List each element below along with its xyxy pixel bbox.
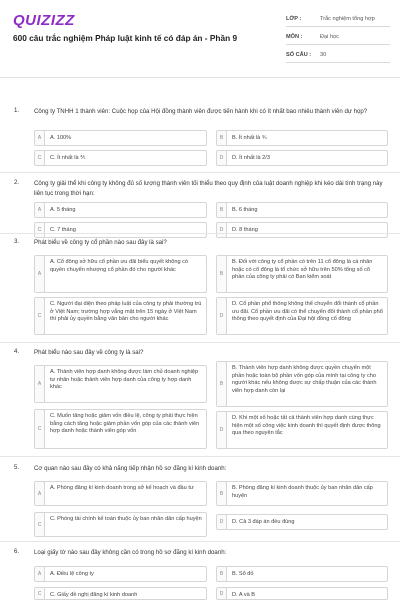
question-divider (0, 233, 400, 234)
question-text: Cơ quan nào sau đây có khả năng tiếp nhận hồ sơ đăng kí kinh doanh: (34, 465, 227, 472)
question-text: Loại giấy tờ nào sau đây không cần có trong hồ sơ đăng kí kinh doanh: (34, 549, 227, 556)
option-d[interactable] (216, 514, 388, 530)
option-letter: C (35, 513, 45, 536)
option-text: A. 100% (50, 135, 72, 141)
option-letter: A (35, 482, 45, 505)
option-text: C. 7 tháng (50, 227, 76, 233)
option-letter: B (217, 482, 227, 505)
option-letter: B (217, 131, 227, 145)
option-c[interactable] (34, 297, 207, 335)
meta-box (286, 11, 390, 63)
question-text: Phát biểu nào sau đây về công ty là sai? (34, 349, 144, 356)
option-letter: A (35, 203, 45, 217)
question-text: Công ty giải thể khi công ty không đủ số lượng thành viên tối thiểu theo quy định của luật doanh nghiệp khi kéo dài tình trạng này liên tục trong thời hạn: (34, 180, 383, 197)
option-b[interactable] (216, 202, 388, 218)
option-d[interactable] (216, 150, 388, 166)
option-a[interactable] (34, 130, 207, 146)
option-letter: A (35, 567, 45, 581)
option-a[interactable] (34, 481, 207, 506)
option-letter: C (35, 223, 45, 237)
meta-label: SỐ CÂU : (286, 51, 312, 58)
option-a[interactable] (34, 202, 207, 218)
option-c[interactable] (34, 409, 207, 449)
option-d[interactable] (216, 411, 388, 449)
option-letter: C (35, 151, 45, 165)
meta-label: MÔN : (286, 33, 303, 40)
quizizz-logo: QUIZIZZ (13, 12, 75, 29)
option-text: D. Cổ phần phổ thông không thể chuyển đổi thành cổ phần ưu đãi. Cổ phần ưu đãi có thể chuyển đổi thành cổ phần phổ thông theo quyết định của Đại hội đồng cổ đông (232, 301, 383, 323)
option-text: B. Thành viên hợp danh không được quyền chuyển một phần hoặc toàn bộ phần vốn góp của mình tại công ty cho người khác nếu không được sự chấp thuận của các thành viên hợp danh còn lại (232, 365, 377, 394)
question-number: 1. (14, 107, 20, 114)
option-text: D. Cả 3 đáp án đều đúng (232, 519, 295, 525)
option-letter: D (217, 298, 227, 334)
option-letter: B (217, 256, 227, 292)
option-d[interactable] (216, 222, 388, 238)
option-letter: B (217, 203, 227, 217)
option-text: B. 6 tháng (232, 207, 258, 213)
option-c[interactable] (34, 150, 207, 166)
meta-row-subject (286, 29, 390, 45)
meta-value: Trắc nghiệm tổng hợp (320, 15, 375, 22)
document-title: 600 câu trắc nghiệm Pháp luật kinh tế có đáp án - Phần 9 (13, 33, 238, 43)
option-text: A. Thành viên hợp danh không được làm chủ doanh nghiệp tư nhân hoặc thành viên hợp danh của công ty hợp danh khác (50, 369, 199, 391)
question-number: 2. (14, 179, 20, 186)
option-text: C. Muốn tăng hoặc giảm vốn điều lệ, công ty phải thực hiện bằng cách tăng hoặc giảm phần vốn góp của các thành viên hợp danh hoặc thành viên góp vốn (50, 413, 200, 435)
option-text: D. Khi một số hoặc tất cả thành viên hợp danh cùng thực hiện một số công việc kinh doanh thì quyết định được thông qua theo nguyên tắc (232, 415, 381, 437)
header-divider (0, 77, 400, 78)
option-text: D. 8 tháng (232, 227, 258, 233)
option-text: B. Đối với công ty cổ phần có trên 11 cổ đông là cá nhân hoặc có cổ đông là tổ chức sở hữu trên 50% tổng số cổ phần của công ty phải có Ban kiểm soát (232, 259, 373, 281)
option-text: B. Ít nhất là ¾ (232, 135, 267, 141)
option-text: C. Ít nhất là ⅘ (50, 155, 86, 161)
option-c[interactable] (34, 222, 207, 238)
meta-row-class (286, 11, 390, 27)
option-text: B. Sổ đỏ (232, 571, 254, 577)
option-text: C. Giấy đề nghị đăng kí kinh doanh (50, 592, 138, 598)
option-letter: C (35, 410, 45, 448)
option-b[interactable] (216, 255, 388, 293)
option-a[interactable] (34, 566, 207, 582)
option-letter: B (217, 362, 227, 406)
option-d[interactable] (216, 297, 388, 335)
option-text: A. 5 tháng (50, 207, 76, 213)
option-a[interactable] (34, 365, 207, 403)
meta-value: Đại học (320, 33, 339, 40)
option-text: B. Phòng đăng kí kinh doanh thuộc ủy ban nhân dân cấp huyện (232, 485, 373, 499)
option-a[interactable] (34, 255, 207, 293)
option-letter: A (35, 366, 45, 402)
option-d[interactable] (216, 587, 388, 600)
option-letter: A (35, 131, 45, 145)
question-text: Phát biểu về công ty cổ phần nào sau đây là sai? (34, 239, 167, 246)
option-text: D. A và B (232, 592, 256, 598)
page-header (0, 0, 400, 74)
question-number: 4. (14, 348, 20, 355)
option-letter: A (35, 256, 45, 292)
option-c[interactable] (34, 587, 207, 600)
question-number: 3. (14, 238, 20, 245)
option-c[interactable] (34, 512, 207, 537)
option-text: C. Người đại diện theo pháp luật của công ty phải thường trú ở Việt Nam; trường hợp vắng mặt trên 15 ngày ở Việt Nam thì phải ủy quyền bằng văn bản cho người khác (50, 301, 202, 323)
question-number: 6. (14, 548, 20, 555)
question-divider (0, 342, 400, 343)
question-divider (0, 172, 400, 173)
meta-row-count (286, 47, 390, 63)
question-number: 5. (14, 464, 20, 471)
option-letter: D (217, 223, 227, 237)
option-text: A. Điều lệ công ty (50, 571, 94, 577)
question-divider (0, 456, 400, 457)
question-divider (0, 541, 400, 542)
option-b[interactable] (216, 566, 388, 582)
option-letter: D (217, 151, 227, 165)
option-text: D. Ít nhất là 2/3 (232, 155, 270, 161)
option-text: A. Cổ đông sở hữu cổ phần ưu đãi biểu quyết không có quyền chuyển nhượng cổ phần đó cho người khác (50, 259, 189, 273)
option-text: C. Phòng tài chính kế toán thuộc ủy ban nhân dân cấp huyện (50, 516, 202, 522)
meta-label: LỚP : (286, 15, 302, 22)
option-letter: C (35, 588, 45, 599)
option-letter: C (35, 298, 45, 334)
option-letter: D (217, 412, 227, 448)
option-b[interactable] (216, 130, 388, 146)
option-letter: D (217, 588, 227, 599)
option-letter: B (217, 567, 227, 581)
option-b[interactable] (216, 481, 388, 506)
meta-value: 30 (320, 51, 327, 58)
option-letter: D (217, 515, 227, 529)
question-text: Công ty TNHH 1 thành viên: Cuộc họp của Hội đồng thành viên được tiến hành khi có ít nhất bao nhiêu thành viên dự họp? (34, 108, 368, 115)
option-b[interactable] (216, 361, 388, 407)
option-text: A. Phòng đăng kí kinh doanh trong sở kế hoạch và đầu tư (50, 485, 194, 491)
